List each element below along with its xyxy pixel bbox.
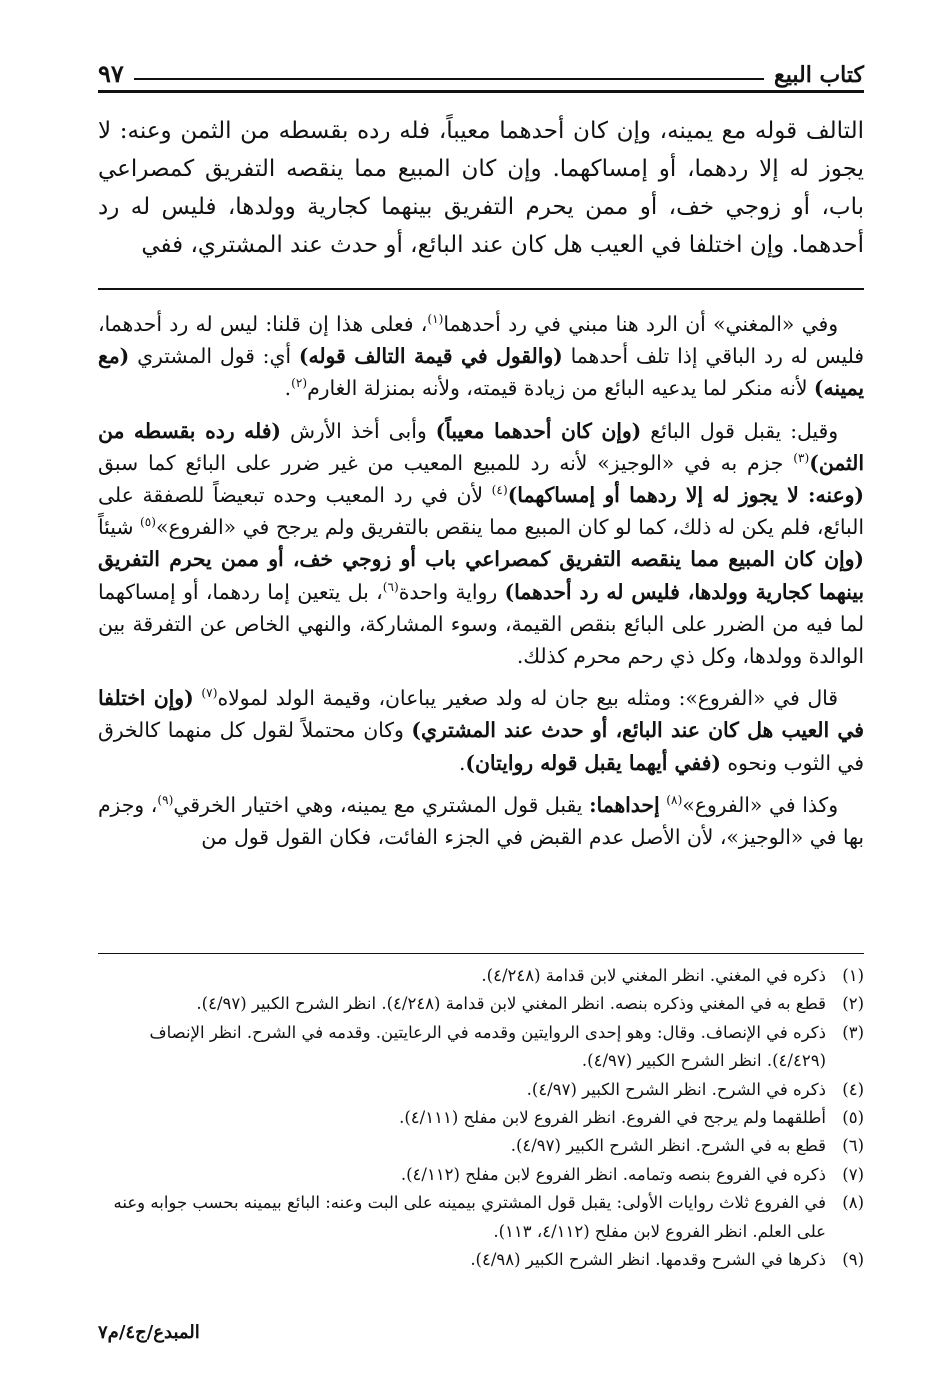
footnote-ref-7[interactable]: (٧) (201, 686, 218, 701)
main-commentary-divider (98, 288, 864, 290)
footnotes (98, 962, 864, 1274)
commentary-paragraph-2: وقيل: يقبل قول البائع (وإن كان أحدهما معيباً) وأبى أخذ الأرش (فله رده بقسطه من الثمن)$^{(٣)}$ جزم به في «الوجيز» لأنه رد للمبيع المعيب من غير ضرر على البائع كما سبق (وعنه: لا يجوز له إلا ردهما أو إمساكهما)$^{(٤)}$ لأن في رد المعيب وحده تبعيضاً للصفقة على البائع، فلم يكن له ذلك، كما لو كان المبيع مما ينقص بالتفريق ولم يرجح في «الفروع»$^{(٥)}$ شيئاً (وإن كان المبيع مما ينقصه التفريق كمصراعي باب أو زوجي خف، أو ممن يحرم التفريق بينهما كجارية وولدها، فليس له رد أحدهما) رواية واحدة$^{(٦)}$، بل يتعين إما ردهما، أو إمساكهما لما فيه من الضرر على البائع بنقص القيمة، وسوء المشاركة، والنهي الخاص عن التفرقة بين الوالدة وولدها، وكل ذي رحم محرم كذلك. (98, 418, 864, 669)
commentary-paragraph-3: قال في «الفروع»: ومثله بيع جان له ولد صغير يباعان، وقيمة الولد لمولاه$^{(٧)}$ (وإن اختلفا في العيب هل كان عند البائع، أو حدث عند المشتري) وكان محتملاً لقول كل منهما كالخرق في الثوب ونحوه (ففي أيهما يقبل قوله روايتان). (98, 686, 864, 775)
footnote-ref-8[interactable]: (٨) (666, 793, 683, 808)
footnote-item: (٦) قطع به في الشرح. انظر الشرح الكبير (٤/٩٧). (510, 1136, 864, 1156)
footnote-item: (٣) ذكره في الإنصاف. وقال: وهو إحدى الروايتين وقدمه في الرعايتين. وقدمه في الشرح. انظر الإنصاف (٤/٤٢٩). انظر الشرح الكبير (٤/٩٧). (149, 1022, 864, 1071)
footnote-item: (٨) في الفروع ثلاث روايات الأولى: يقبل قول المشتري بيمينه على البت وعنه: البائع بيمينه بحسب جوابه وعنه على العلم. انظر الفروع لابن مفلح (٤/١١٢، ١١٣). (113, 1193, 864, 1241)
footnote-ref-5[interactable]: (٥) (140, 515, 157, 530)
header-rule (134, 78, 764, 80)
footnote-item: (٥) أطلقهما ولم يرجح في الفروع. انظر الفروع لابن مفلح (٤/١١١). (399, 1108, 864, 1128)
footnote-item: (٧) ذكره في الفروع بنصه وتمامه. انظر الفروع لابن مفلح (٤/١١٢). (400, 1164, 864, 1184)
main-text: التالف قوله مع يمينه، وإن كان أحدهما معيباً، فله رده بقسطه من الثمن وعنه: لا يجوز له إلا ردهما، أو إمساكهما. وإن كان المبيع مما ينقصه التفريق كمصراعي باب، أو زوجي خف، أو ممن يحرم التفريق بينهما كجارية وولدها، فليس له رد أحدهما. وإن اختلفا في العيب هل كان عند البائع، أو حدث عند المشتري، ففي (98, 118, 864, 258)
footnote-divider (98, 953, 864, 954)
header-divider (98, 90, 864, 93)
footnote-item: (١) ذكره في المغني. انظر المغني لابن قدامة (٤/٢٤٨). (481, 966, 864, 985)
commentary-paragraph-4: وكذا في «الفروع»$^{(٨)}$ إحداهما: يقبل قول المشتري مع يمينه، وهي اختيار الخرقي$^{(٩)}$، وجزم بها في «الوجيز»، لأن الأصل عدم القبض في الجزء الفائت، فكان القول قول من (98, 792, 864, 850)
footnote-item: (٢) قطع به في المغني وذكره بنصه. انظر المغني لابن قدامة (٤/٢٤٨). انظر الشرح الكبير (٤/٩٧). (196, 994, 864, 1014)
page-number: ٩٧ (98, 59, 124, 88)
commentary (98, 308, 864, 863)
footnote-item: (٩) ذكرها في الشرح وقدمها. انظر الشرح الكبير (٤/٩٨). (470, 1250, 864, 1270)
footnote-ref-1[interactable]: (١) (427, 312, 444, 327)
footnote-ref-9[interactable]: (٩) (157, 793, 174, 808)
footnote-ref-4[interactable]: (٤) (491, 483, 508, 498)
printer-signature: المبدع/ج٤/م٧ (98, 1322, 200, 1343)
footnote-ref-2[interactable]: (٢) (291, 376, 308, 391)
footnote-item: (٤) ذكره في الشرح. انظر الشرح الكبير (٤/٩٧). (526, 1079, 864, 1099)
footnote-ref-3[interactable]: (٣) (793, 451, 810, 466)
footnote-ref-6[interactable]: (٦) (382, 579, 399, 594)
running-header (98, 52, 864, 88)
page-footer (98, 1322, 864, 1343)
commentary-paragraph-1: وفي «المغني» أن الرد هنا مبني في رد أحدهما$^{(١)}$، فعلى هذا إن قلنا: ليس له رد أحدهما، فليس له رد الباقي إذا تلف أحدهما (والقول في قيمة التالف قوله) أي: قول المشتري (مع يمينه) لأنه منكر لما يدعيه البائع من زيادة قيمته، ولأنه بمنزلة الغارم$^{(٢)}$. (98, 312, 864, 401)
chapter-title: كتاب البيع (774, 62, 864, 88)
